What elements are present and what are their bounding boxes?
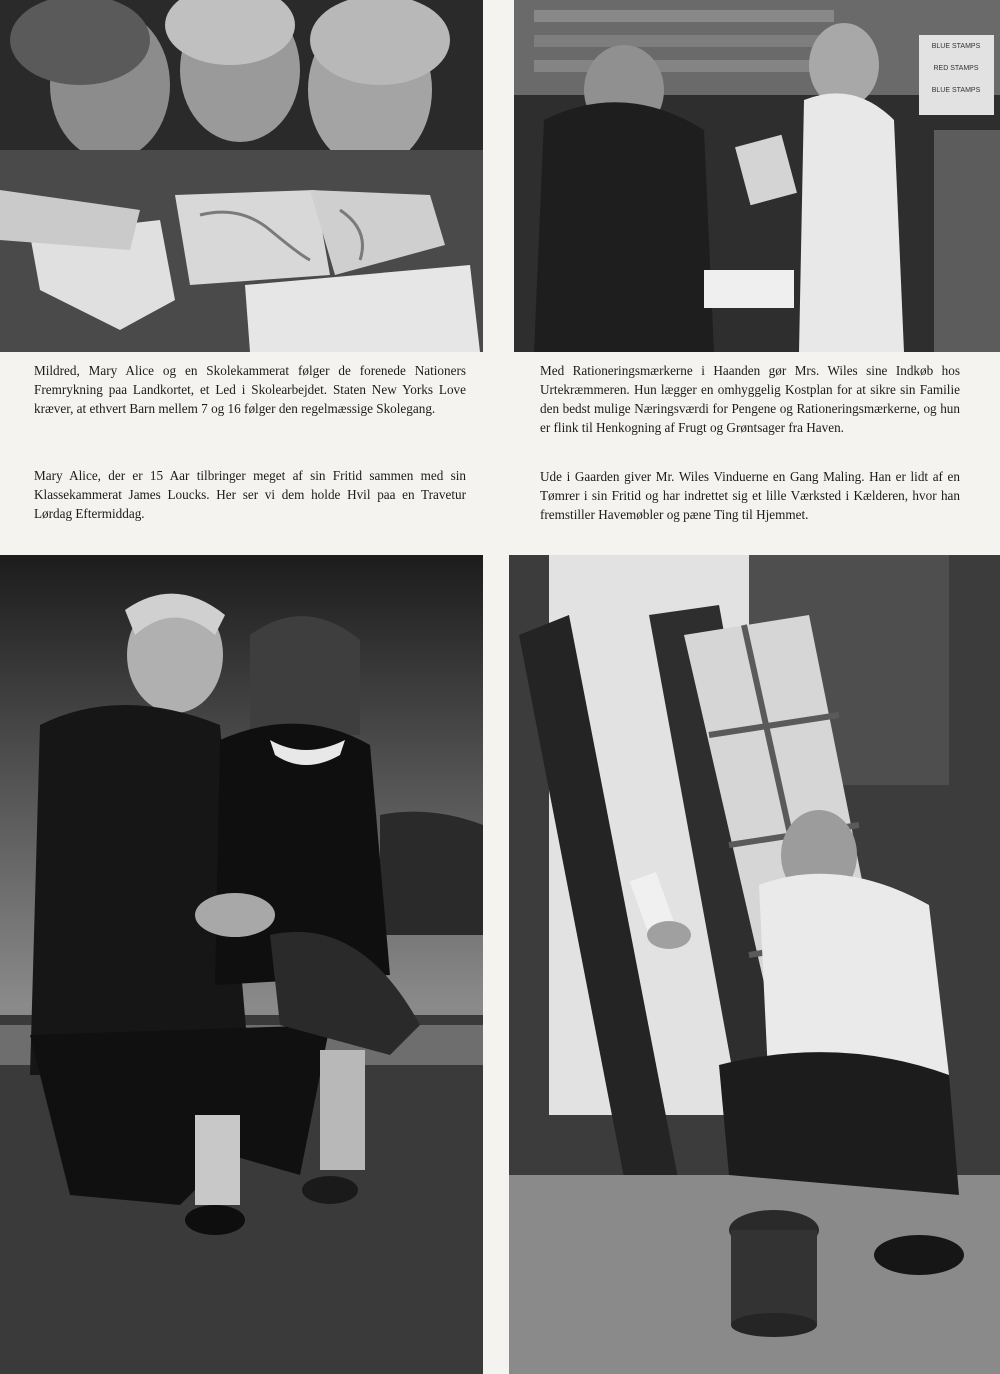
caption-hike: Mary Alice, der er 15 Aar tilbringer meget af sin Fritid sammen med sin Klassekammerat James Loucks. Her ser vi dem holde Hvil paa en Travetur Lørdag Eftermiddag. xyxy=(34,468,466,521)
sign-line-1: BLUE STAMPS xyxy=(931,43,981,50)
photo-girls-studying-map xyxy=(0,0,483,352)
caption-grocery: Med Rationeringsmærkerne i Haanden gør Mrs. Wiles sine Indkøb hos Urtekræmmeren. Hun lægger en omhyggelig Kostplan for at sikre sin Familie den bedst mulige Næringsværdi for Pengene og Rationeringsmærkerne, og hun er flink til Henkogning af Frugt og Grøntsager fra Haven. xyxy=(540,363,960,435)
caption-painting: Ude i Gaarden giver Mr. Wiles Vinduerne en Gang Maling. Han er lidt af en Tømrer i sin Fritid og har indrettet sig et lille Værksted i Kælderen, hvor han fremstiller Havemøbler og pæne Ting til Hjemmet. xyxy=(540,469,960,522)
photo-man-painting-window xyxy=(509,555,1000,1374)
sign-line-2: RED STAMPS xyxy=(933,65,979,72)
photo-couple-resting xyxy=(0,555,483,1374)
sign-line-3: BLUE STAMPS xyxy=(931,87,981,94)
photo-grocery-store xyxy=(514,0,1000,352)
caption-school-map: Mildred, Mary Alice og en Skolekammerat følger de forenede Nationers Fremrykning paa Landkortet, et Led i Skolearbejdet. Staten New Yorks Love kræver, at ethvert Barn mellem 7 og 16 følger den regelmæssige Skolegang. xyxy=(34,363,466,416)
